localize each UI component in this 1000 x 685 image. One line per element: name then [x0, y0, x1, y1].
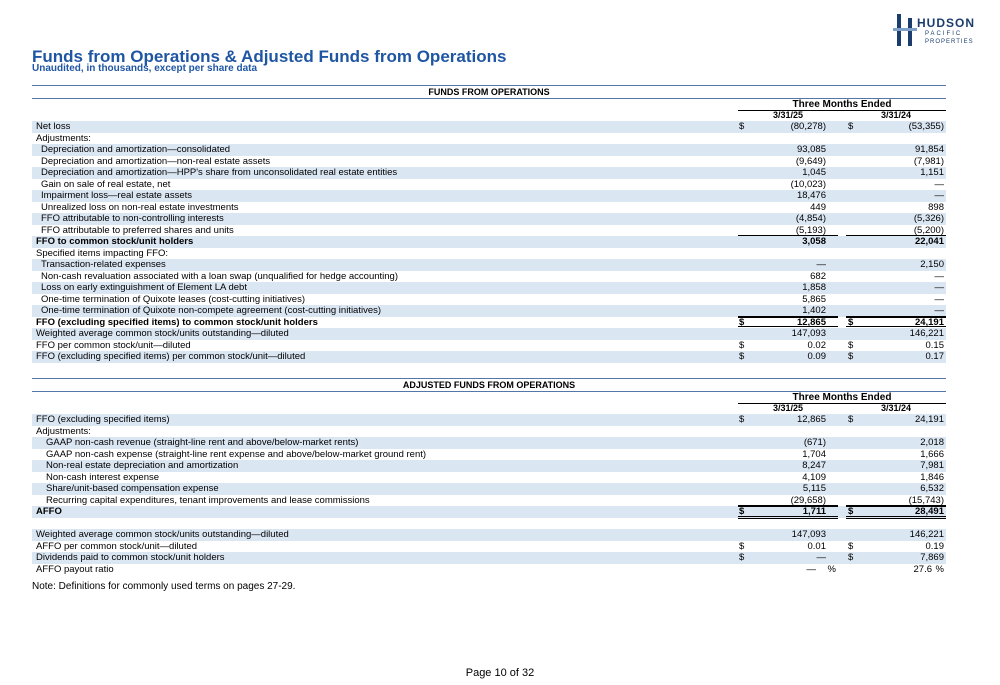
currency-symbol-2025: $ [739, 121, 745, 132]
value-2025: 0.01 [807, 540, 826, 552]
row-label: GAAP non-cash revenue (straight-line rent and above/below-market rents) [46, 437, 359, 448]
table-row [32, 328, 946, 340]
table-row [32, 133, 946, 145]
logo-text-hudson: HUDSON [917, 16, 976, 30]
currency-symbol-2025: $ [739, 339, 745, 351]
total-top-rule [738, 317, 838, 318]
table-row [32, 259, 946, 271]
ffo-rows [32, 121, 946, 363]
row-label: AFFO [36, 506, 62, 517]
row-label: Net loss [36, 121, 71, 132]
value-2025: (80,278) [790, 121, 826, 132]
value-2025: 5,115 [802, 483, 826, 494]
currency-symbol-2025: $ [739, 414, 745, 425]
value-2025: (9,649) [795, 155, 826, 167]
hudson-logo-mark-icon [893, 12, 917, 48]
row-label: FFO attributable to non-controlling interests [41, 213, 224, 224]
currency-symbol-2025: $ [739, 552, 745, 563]
logo-text-pacific: PACIFIC [925, 31, 963, 37]
currency-symbol-2024: $ [848, 339, 854, 351]
table-row [32, 483, 946, 495]
table-row [32, 414, 946, 426]
row-label: Unrealized loss on non-real estate investments [41, 201, 239, 213]
table-row [32, 282, 946, 294]
value-2025: 93,085 [796, 144, 826, 155]
total-top-rule [846, 317, 946, 318]
row-label: Depreciation and amortization—non-real estate assets [41, 155, 271, 167]
row-label: Depreciation and amortization—consolidated [41, 144, 231, 155]
table-row [32, 449, 946, 461]
affo-column-headers [32, 403, 946, 414]
row-label: Gain on sale of real estate, net [41, 178, 171, 190]
currency-symbol-2024: $ [848, 540, 854, 552]
value-2025: 4,109 [802, 471, 826, 483]
row-label: Recurring capital expenditures, tenant improvements and lease commissions [46, 494, 370, 506]
currency-symbol-2024: $ [848, 121, 854, 132]
row-label: AFFO per common stock/unit—diluted [36, 540, 198, 552]
table-row [32, 225, 946, 237]
row-label: Dividends paid to common stock/unit holders [36, 552, 225, 563]
page-title: Funds from Operations & Adjusted Funds from Operations [32, 47, 507, 66]
table-row [32, 121, 946, 133]
affo-period-caption: Three Months Ended [738, 393, 946, 404]
value-2025: — [816, 552, 826, 563]
table-row [32, 236, 946, 248]
value-2025: 1,711 [802, 506, 826, 517]
value-2025: 0.02 [807, 339, 826, 351]
table-row [32, 190, 946, 202]
table-row [32, 294, 946, 306]
table-row [32, 202, 946, 214]
row-label: Non-real estate depreciation and amortization [46, 460, 239, 471]
logo-text-properties: PROPERTIES [925, 39, 974, 45]
value-2025: 18,476 [796, 190, 826, 201]
percent-sign-2024: % [935, 563, 944, 575]
table-row [32, 271, 946, 283]
row-label: Non-cash revaluation associated with a loan swap (unqualified for hedge accounting) [41, 270, 398, 282]
value-2025: 1,045 [802, 167, 826, 178]
table-row [32, 213, 946, 225]
value-2025: 1,858 [802, 282, 826, 293]
row-label: Transaction-related expenses [41, 259, 166, 270]
ffo-col-2024: 3/31/24 [846, 110, 946, 122]
table-row [32, 541, 946, 553]
table-row [32, 506, 946, 518]
value-2024: — [934, 293, 944, 305]
row-label: One-time termination of Quixote non-compete agreement (cost-cutting initiatives) [41, 305, 382, 316]
table-row [32, 529, 946, 541]
table-row [32, 472, 946, 484]
total-top-rule [738, 506, 838, 507]
table-row [32, 179, 946, 191]
value-2025: (10,023) [790, 178, 826, 190]
table-row [32, 305, 946, 317]
currency-symbol-2024: $ [848, 414, 854, 425]
row-label: Impairment loss—real estate assets [41, 190, 193, 201]
value-2025: 1,704 [802, 448, 826, 460]
value-2024: — [934, 178, 944, 190]
affo-col-2025: 3/31/25 [738, 403, 838, 415]
row-label: AFFO payout ratio [36, 563, 114, 575]
page-subtitle: Unaudited, in thousands, except per share data [32, 63, 258, 74]
value-2025: 0.09 [807, 351, 826, 362]
value-2024: 27.6 [913, 563, 932, 575]
row-label: Adjustments: [36, 132, 91, 144]
table-row [32, 351, 946, 363]
row-label: FFO attributable to preferred shares and units [41, 224, 234, 236]
value-2024: 24,191 [914, 414, 944, 425]
value-2024: (5,326) [913, 213, 944, 224]
row-label: Non-cash interest expense [46, 471, 160, 483]
value-2025: (4,854) [795, 213, 826, 224]
value-2024: 2,018 [920, 437, 944, 448]
table-row [32, 518, 946, 530]
value-2024: 0.15 [925, 339, 944, 351]
value-2025: (5,193) [795, 224, 826, 236]
value-2024: 146,221 [909, 529, 944, 540]
footnote: Note: Definitions for commonly used terms on pages 27-29. [32, 581, 296, 592]
value-2025: 682 [810, 270, 826, 282]
value-2025: — [806, 563, 816, 575]
value-2024: 7,869 [920, 552, 944, 563]
row-label: FFO to common stock/unit holders [36, 236, 194, 247]
table-row [32, 167, 946, 179]
table-row [32, 248, 946, 260]
value-2024: — [934, 190, 944, 201]
value-2025: 3,058 [802, 236, 826, 247]
value-2024: 1,151 [920, 167, 944, 178]
value-2024: (7,981) [913, 155, 944, 167]
ffo-table [32, 85, 946, 363]
value-2024: 0.19 [925, 540, 944, 552]
row-label: Share/unit-based compensation expense [46, 483, 219, 494]
value-2024: 6,532 [920, 483, 944, 494]
row-label: GAAP non-cash expense (straight-line rent expense and above/below-market ground rent) [46, 448, 427, 460]
value-2025: 1,402 [802, 305, 826, 316]
currency-symbol-2024: $ [848, 351, 854, 362]
value-2024: 22,041 [914, 236, 944, 247]
value-2024: (5,200) [913, 224, 944, 236]
row-label: One-time termination of Quixote leases (cost-cutting initiatives) [41, 293, 305, 305]
value-2024: 146,221 [909, 328, 944, 339]
value-2025: 449 [810, 201, 826, 213]
affo-rows [32, 414, 946, 575]
table-row [32, 460, 946, 472]
value-2025: 12,865 [796, 414, 826, 425]
value-2024: 91,854 [914, 144, 944, 155]
table-row [32, 156, 946, 168]
ffo-section-title: FUNDS FROM OPERATIONS [32, 85, 946, 99]
row-label: Weighted average common stock/units outstanding—diluted [36, 328, 289, 339]
value-2025: 147,093 [791, 328, 826, 339]
row-label: FFO per common stock/unit—diluted [36, 339, 191, 351]
ffo-period-caption: Three Months Ended [738, 100, 946, 111]
value-2025: — [816, 259, 826, 270]
row-label: Specified items impacting FFO: [36, 247, 168, 259]
currency-symbol-2024: $ [848, 506, 854, 517]
value-2024: 1,846 [920, 471, 944, 483]
row-label: FFO (excluding specified items) per common stock/unit—diluted [36, 351, 306, 362]
ffo-period-header [32, 99, 946, 110]
row-label: FFO (excluding specified items) [36, 414, 170, 425]
value-2024: — [934, 282, 944, 293]
value-2025: 5,865 [802, 293, 826, 305]
row-label: Adjustments: [36, 425, 91, 437]
table-row [32, 144, 946, 156]
value-2024: 24,191 [914, 316, 944, 328]
table-row [32, 495, 946, 507]
currency-symbol-2025: $ [739, 316, 745, 328]
value-2024: 28,491 [914, 506, 944, 517]
value-2024: 7,981 [920, 460, 944, 471]
currency-symbol-2025: $ [739, 506, 745, 517]
affo-table [32, 378, 946, 575]
currency-symbol-2025: $ [739, 351, 745, 362]
value-2024: 898 [928, 201, 944, 213]
currency-symbol-2024: $ [848, 552, 854, 563]
page-number: Page 10 of 32 [465, 667, 535, 679]
percent-sign-2025: % [827, 563, 836, 575]
value-2025: (29,658) [790, 494, 826, 506]
value-2024: 0.17 [925, 351, 944, 362]
row-label: Loss on early extinguishment of Element LA debt [41, 282, 247, 293]
table-row [32, 426, 946, 438]
affo-col-2024: 3/31/24 [846, 403, 946, 415]
value-2024: (15,743) [908, 494, 944, 506]
affo-period-header [32, 392, 946, 403]
value-2025: (671) [803, 437, 826, 448]
value-2025: 12,865 [796, 316, 826, 328]
table-row [32, 437, 946, 449]
ffo-column-headers [32, 110, 946, 121]
value-2024: (53,355) [908, 121, 944, 132]
value-2025: 8,247 [802, 460, 826, 471]
value-2024: — [934, 270, 944, 282]
affo-section-title: ADJUSTED FUNDS FROM OPERATIONS [32, 378, 946, 392]
currency-symbol-2024: $ [848, 316, 854, 328]
company-logo [893, 12, 978, 48]
table-row [32, 564, 946, 576]
row-label: Weighted average common stock/units outstanding—diluted [36, 529, 289, 540]
value-2024: — [934, 305, 944, 316]
row-label: Depreciation and amortization—HPP's share from unconsolidated real estate entities [41, 167, 398, 178]
value-2024: 1,666 [920, 448, 944, 460]
total-top-rule [846, 506, 946, 507]
value-2025: 147,093 [791, 529, 826, 540]
currency-symbol-2025: $ [739, 540, 745, 552]
row-label: FFO (excluding specified items) to common stock/unit holders [36, 316, 318, 328]
ffo-col-2025: 3/31/25 [738, 110, 838, 122]
table-row [32, 317, 946, 329]
table-row [32, 340, 946, 352]
table-row [32, 552, 946, 564]
value-2024: 2,150 [920, 259, 944, 270]
